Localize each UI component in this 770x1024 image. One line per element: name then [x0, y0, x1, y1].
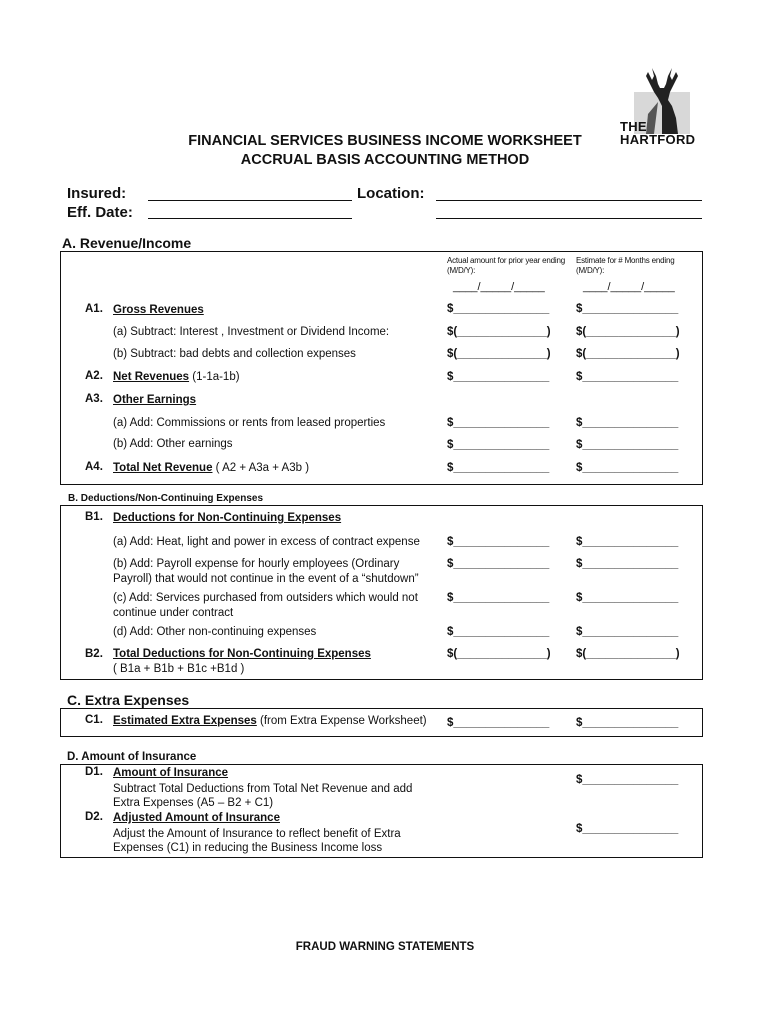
b1b-label-line-1: (b) Add: Payroll expense for hourly employees (Ordinary	[113, 558, 400, 570]
b1b-label-line-2: Payroll) that would not continue in the event of a “shutdown”	[113, 573, 419, 585]
col2-date-field[interactable]: ____/_____/_____	[583, 281, 675, 293]
a4-label-group	[113, 461, 309, 476]
page-subtitle: ACCRUAL BASIS ACCOUNTING METHOD	[240, 152, 530, 168]
b2-label: Total Deductions for Non-Continuing Expenses	[113, 648, 371, 660]
a2-formula: (1-1a-1b)	[189, 371, 240, 383]
c1-label-group	[113, 714, 427, 729]
eff-date-label: Eff. Date:	[67, 204, 133, 221]
b1d-label: (d) Add: Other non-continuing expenses	[113, 626, 317, 638]
b1c-label	[113, 591, 418, 621]
a1-number: A1.	[85, 303, 103, 315]
b1c-label-line-1: (c) Add: Services purchased from outsiders which would not	[113, 592, 418, 604]
d2-text-2: Expenses (C1) in reducing the Business Income loss	[113, 842, 383, 854]
logo-line-2: HARTFORD	[620, 132, 696, 147]
b1d-col2[interactable]: $_______________	[576, 626, 679, 638]
fraud-warning-title: FRAUD WARNING STATEMENTS	[295, 941, 475, 953]
a1-label: Gross Revenues	[113, 304, 204, 316]
c1-col2[interactable]: $_______________	[576, 717, 679, 729]
d2-label: Adjusted Amount of Insurance	[113, 812, 280, 824]
a1a-label: (a) Subtract: Interest , Investment or Dividend Income:	[113, 326, 390, 338]
d1-number: D1.	[85, 766, 103, 778]
b1c-label-line-2: continue under contract	[113, 607, 234, 619]
d1-text-2: Extra Expenses (A5 – B2 + C1)	[113, 797, 274, 809]
section-c-title: C. Extra Expenses	[67, 692, 190, 708]
a1a-col2[interactable]: $(______________)	[576, 326, 680, 338]
b1b-col2[interactable]: $_______________	[576, 558, 679, 570]
location-field-2[interactable]	[436, 205, 702, 219]
col1-header: Actual amount for prior year ending (M/D/Y):	[447, 256, 565, 275]
a4-formula: ( A2 + A3a + A3b )	[212, 462, 310, 474]
b2-label-group	[113, 647, 371, 677]
a3b-col1[interactable]: $_______________	[447, 439, 550, 451]
a3a-col1[interactable]: $_______________	[447, 417, 550, 429]
b2-col2[interactable]: $(______________)	[576, 648, 680, 660]
insured-label: Insured:	[67, 185, 127, 202]
a4-col1[interactable]: $_______________	[447, 462, 550, 474]
a4-number: A4.	[85, 461, 103, 473]
eff-date-field[interactable]	[148, 205, 352, 219]
a1b-col1[interactable]: $(______________)	[447, 348, 551, 360]
a1a-col1[interactable]: $(______________)	[447, 326, 551, 338]
b1a-col2[interactable]: $_______________	[576, 536, 679, 548]
a2-label: Net Revenues	[113, 371, 190, 383]
b1b-label	[113, 557, 419, 587]
section-d-title: D. Amount of Insurance	[67, 751, 197, 763]
a3b-label: (b) Add: Other earnings	[113, 438, 233, 450]
a4-col2[interactable]: $_______________	[576, 462, 679, 474]
c1-label: Estimated Extra Expenses	[113, 715, 257, 727]
b1-label: Deductions for Non-Continuing Expenses	[113, 512, 342, 524]
d2-text-1: Adjust the Amount of Insurance to reflect benefit of Extra	[113, 828, 401, 840]
a3-label: Other Earnings	[113, 394, 197, 406]
b1-number: B1.	[85, 511, 103, 523]
c1-col1[interactable]: $_______________	[447, 717, 550, 729]
a4-label: Total Net Revenue	[113, 462, 213, 474]
b2-formula: ( B1a + B1b + B1c +B1d )	[113, 663, 245, 675]
section-a-title: A. Revenue/Income	[62, 235, 192, 251]
b1c-col2[interactable]: $_______________	[576, 592, 679, 604]
a3-number: A3.	[85, 393, 103, 405]
insured-field[interactable]	[148, 187, 352, 201]
d1-label: Amount of Insurance	[113, 767, 229, 779]
c1-suffix: (from Extra Expense Worksheet)	[256, 715, 427, 727]
a1-col2[interactable]: $_______________	[576, 303, 679, 315]
a2-col1[interactable]: $_______________	[447, 371, 550, 383]
a1b-col2[interactable]: $(______________)	[576, 348, 680, 360]
logo-line-1: THE	[620, 119, 647, 134]
a2-col2[interactable]: $_______________	[576, 371, 679, 383]
a2-number: A2.	[85, 370, 103, 382]
a3a-col2[interactable]: $_______________	[576, 417, 679, 429]
b1a-label: (a) Add: Heat, light and power in excess of contract expense	[113, 536, 420, 548]
d1-text-1: Subtract Total Deductions from Total Net Revenue and add	[113, 783, 413, 795]
d2-amount[interactable]: $_______________	[576, 823, 679, 835]
page-title: FINANCIAL SERVICES BUSINESS INCOME WORKSHEET	[188, 133, 582, 149]
a1b-label: (b) Subtract: bad debts and collection expenses	[113, 348, 356, 360]
b1a-col1[interactable]: $_______________	[447, 536, 550, 548]
b1d-col1[interactable]: $_______________	[447, 626, 550, 638]
location-field[interactable]	[436, 187, 702, 201]
location-label: Location:	[357, 185, 425, 202]
a1-col1[interactable]: $_______________	[447, 303, 550, 315]
a2-label-group	[113, 370, 240, 385]
b1c-col1[interactable]: $_______________	[447, 592, 550, 604]
c1-number: C1.	[85, 714, 103, 726]
d2-number: D2.	[85, 811, 103, 823]
b1b-col1[interactable]: $_______________	[447, 558, 550, 570]
b2-number: B2.	[85, 648, 103, 660]
section-b-title: B. Deductions/Non-Continuing Expenses	[68, 493, 264, 504]
col2-header: Estimate for # Months ending (M/D/Y):	[576, 256, 675, 275]
d1-amount[interactable]: $_______________	[576, 774, 679, 786]
a3b-col2[interactable]: $_______________	[576, 439, 679, 451]
b2-col1[interactable]: $(______________)	[447, 648, 551, 660]
col1-date-field[interactable]: ____/_____/_____	[453, 281, 545, 293]
a3a-label: (a) Add: Commissions or rents from leased properties	[113, 417, 386, 429]
